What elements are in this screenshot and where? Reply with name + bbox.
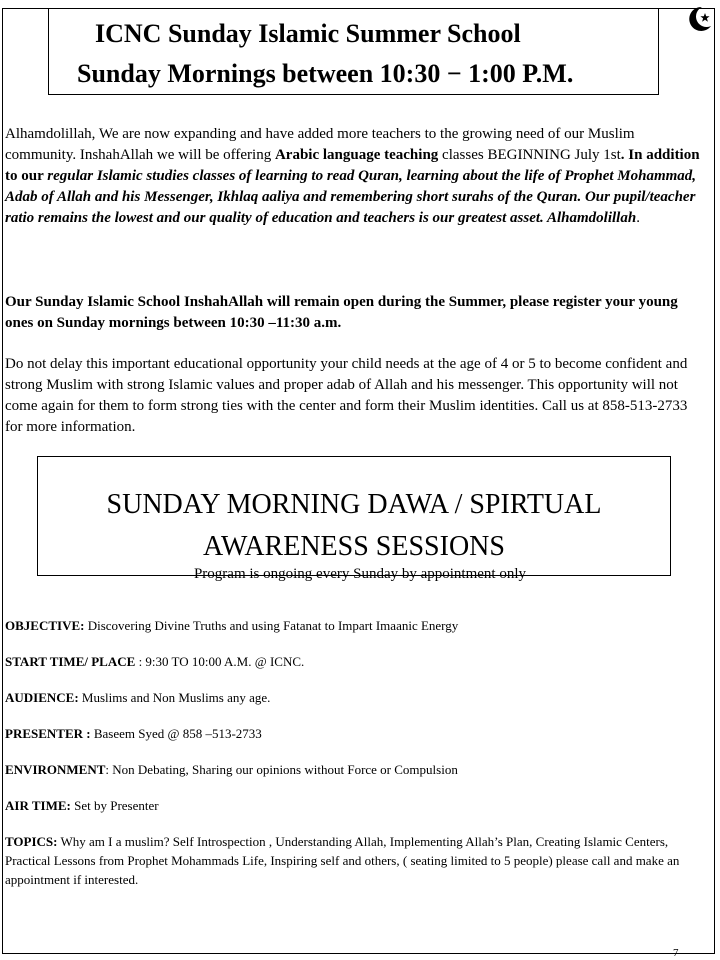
- intro-beginning: classes BEGINNING July 1st: [438, 147, 621, 163]
- audience-value: Muslims and Non Muslims any age.: [78, 690, 271, 705]
- dawa-heading-line-1: SUNDAY MORNING DAWA / SPIRTUAL: [106, 489, 602, 520]
- title-line-1: ICNC Sunday Islamic Summer School: [95, 19, 521, 48]
- title-box: [48, 8, 659, 95]
- objective-value: Discovering Divine Truths and using Fatanat to Impart Imaanic Energy: [84, 618, 459, 633]
- presenter-value: Baseem Syed @ 858 –513-2733: [90, 726, 262, 741]
- intro-text: Alhamdolillah, We are now expanding and have added more teachers to the growing need of our Muslim community. InshahAllah we will be offering: [5, 126, 635, 163]
- start-time-row: [5, 652, 710, 671]
- environment-row: [5, 760, 710, 779]
- environment-value: : Non Debating, Sharing our opinions without Force or Compulsion: [105, 762, 458, 777]
- intro-in-addition: . In addition to our: [5, 147, 700, 184]
- start-time-value: : 9:30 TO 10:00 A.M. @ ICNC.: [135, 654, 305, 669]
- intro-period: .: [636, 210, 640, 226]
- air-time-label: AIR TIME:: [5, 798, 71, 813]
- intro-arabic-teaching: Arabic language teaching: [274, 147, 439, 163]
- summer-paragraph: Our Sunday Islamic School InshahAllah will remain open during the Summer, please register your young ones on Sunday mornings between 10:30 –11:30 a.m.: [5, 294, 678, 331]
- audience-label: AUDIENCE:: [5, 690, 79, 705]
- air-time-row: [5, 796, 710, 815]
- intro-paragraph: [5, 124, 705, 229]
- environment-label: ENVIRONMENT: [5, 762, 106, 777]
- dawa-heading-box: [37, 456, 671, 576]
- presenter-label: PRESENTER :: [5, 726, 91, 741]
- program-note: Program is ongoing every Sunday by appointment only: [193, 566, 527, 582]
- title-line-2: Sunday Mornings between 10:30 − 1:00 P.M.: [77, 59, 574, 88]
- air-time-value: Set by Presenter: [70, 798, 159, 813]
- presenter-row: [5, 724, 710, 743]
- topics-value: Why am I a muslim? Self Introspection , Understanding Allah, Implementing Allah’s Plan, Creating Islamic Centers, Practical Lessons from Prophet Mohammads Life, Inspiring self and others, ( seating limited to 5 people) please call and make an appointment if interested.: [5, 834, 680, 887]
- opportunity-paragraph: Do not delay this important educational opportunity your child needs at the age of 4 or 5 to become confident and strong Muslim with strong Islamic values and proper adab of Allah and his messenger. This opportunity will not come again for them to form strong ties with the center and form their Muslim identities. Call us at 858-513-2733 for more information.: [5, 356, 688, 435]
- objective-row: [5, 616, 710, 635]
- page-number: 7: [673, 947, 679, 959]
- crescent-star-icon: [684, 4, 714, 34]
- objective-label: OBJECTIVE:: [5, 618, 85, 633]
- topics-row: [5, 832, 710, 889]
- topics-label: TOPICS:: [5, 834, 58, 849]
- audience-row: [5, 688, 710, 707]
- start-time-label: START TIME/ PLACE: [5, 654, 136, 669]
- intro-regular-classes: regular Islamic studies classes of learning to read Quran, learning about the life of Prophet Mohammad, Adab of Allah and his Messenger, Ikhlaq aaliya and remembering short surahs of the Quran. Our pupil/teacher ratio remains the lowest and our quality of education and teachers is our greatest asset. Alhamdolillah: [5, 168, 697, 226]
- dawa-heading-line-2: AWARENESS SESSIONS: [203, 531, 505, 562]
